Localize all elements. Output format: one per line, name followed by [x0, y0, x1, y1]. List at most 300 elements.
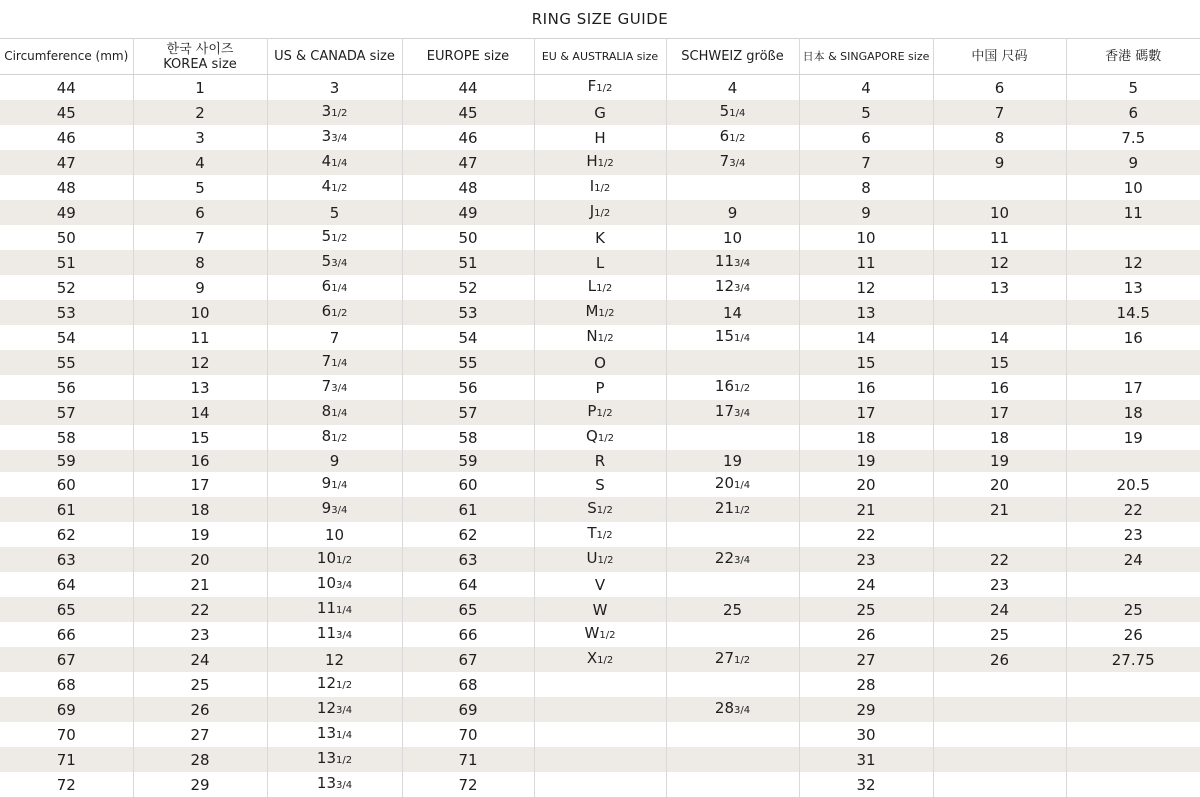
cell-japan-singapore: 30 — [799, 722, 933, 747]
size-fraction: 3/4 — [331, 383, 347, 394]
cell-europe: 67 — [402, 647, 534, 672]
cell-korea: 23 — [133, 622, 267, 647]
size-value: 13 — [317, 774, 336, 792]
column-header-eu-australia: EU & AUSTRALIA size — [534, 39, 666, 75]
column-header-hong-kong: 香港 碼數 — [1066, 39, 1200, 75]
size-fraction: 1/2 — [331, 233, 347, 244]
cell-us-canada — [267, 375, 402, 400]
cell-japan-singapore: 31 — [799, 747, 933, 772]
cell-hong-kong — [1066, 747, 1200, 772]
cell-japan-singapore: 19 — [799, 450, 933, 472]
size-fraction: 1/2 — [597, 505, 613, 516]
cell-schweiz — [666, 150, 799, 175]
size-fraction: 1/4 — [331, 408, 347, 419]
cell-korea: 13 — [133, 375, 267, 400]
cell-europe: 68 — [402, 672, 534, 697]
cell-china: 21 — [933, 497, 1066, 522]
cell-us-canada — [267, 425, 402, 450]
cell-china: 7 — [933, 100, 1066, 125]
table-row — [0, 400, 1200, 425]
cell-europe: 56 — [402, 375, 534, 400]
cell-schweiz — [666, 672, 799, 697]
cell-japan-singapore: 20 — [799, 472, 933, 497]
cell-china — [933, 300, 1066, 325]
size-value: 15 — [715, 327, 734, 345]
cell-hong-kong: 24 — [1066, 547, 1200, 572]
cell-china: 18 — [933, 425, 1066, 450]
cell-japan-singapore: 16 — [799, 375, 933, 400]
cell-circumference: 49 — [0, 200, 133, 225]
cell-japan-singapore: 27 — [799, 647, 933, 672]
cell-us-canada — [267, 275, 402, 300]
table-row — [0, 75, 1200, 101]
column-header-china: 中国 尺码 — [933, 39, 1066, 75]
cell-hong-kong: 9 — [1066, 150, 1200, 175]
cell-us-canada: 10 — [267, 522, 402, 547]
cell-europe: 62 — [402, 522, 534, 547]
table-row — [0, 697, 1200, 722]
cell-hong-kong: 18 — [1066, 400, 1200, 425]
cell-korea: 6 — [133, 200, 267, 225]
cell-hong-kong: 16 — [1066, 325, 1200, 350]
cell-circumference: 46 — [0, 125, 133, 150]
cell-japan-singapore: 13 — [799, 300, 933, 325]
cell-us-canada — [267, 672, 402, 697]
cell-circumference: 66 — [0, 622, 133, 647]
cell-us-canada — [267, 350, 402, 375]
cell-schweiz — [666, 722, 799, 747]
cell-hong-kong: 27.75 — [1066, 647, 1200, 672]
size-fraction: 1/2 — [734, 505, 750, 516]
column-header-japan-singapore: 日本 & SINGAPORE size — [799, 39, 933, 75]
cell-korea: 26 — [133, 697, 267, 722]
cell-circumference: 59 — [0, 450, 133, 472]
size-fraction: 1/4 — [336, 605, 352, 616]
cell-eu-australia: G — [534, 100, 666, 125]
size-fraction: 1/2 — [331, 183, 347, 194]
cell-schweiz: 10 — [666, 225, 799, 250]
size-fraction: 1/2 — [336, 680, 352, 691]
size-fraction: 1/2 — [336, 555, 352, 566]
cell-hong-kong: 7.5 — [1066, 125, 1200, 150]
table-row — [0, 250, 1200, 275]
cell-korea: 16 — [133, 450, 267, 472]
size-value: F — [588, 77, 597, 95]
cell-japan-singapore: 6 — [799, 125, 933, 150]
cell-china — [933, 522, 1066, 547]
size-value: 4 — [322, 177, 332, 195]
size-fraction: 1/2 — [331, 108, 347, 119]
size-fraction: 1/4 — [331, 283, 347, 294]
column-header-korea-line: KOREA size — [134, 57, 267, 72]
cell-circumference: 44 — [0, 75, 133, 101]
cell-us-canada — [267, 300, 402, 325]
column-header-schweiz: SCHWEIZ größe — [666, 39, 799, 75]
table-row — [0, 772, 1200, 797]
size-fraction: 1/2 — [597, 555, 613, 566]
table-row — [0, 747, 1200, 772]
cell-europe: 55 — [402, 350, 534, 375]
cell-japan-singapore: 32 — [799, 772, 933, 797]
cell-circumference: 68 — [0, 672, 133, 697]
cell-korea: 28 — [133, 747, 267, 772]
size-value: 10 — [317, 574, 336, 592]
size-value: 13 — [317, 724, 336, 742]
size-value: 3 — [322, 102, 332, 120]
cell-europe: 70 — [402, 722, 534, 747]
table-row — [0, 325, 1200, 350]
cell-schweiz — [666, 175, 799, 200]
cell-korea: 17 — [133, 472, 267, 497]
table-row — [0, 275, 1200, 300]
size-value: 12 — [317, 674, 336, 692]
cell-korea: 5 — [133, 175, 267, 200]
cell-eu-australia — [534, 300, 666, 325]
size-fraction: 1/2 — [596, 83, 612, 94]
cell-korea: 22 — [133, 597, 267, 622]
cell-china: 15 — [933, 350, 1066, 375]
size-value: 12 — [715, 277, 734, 295]
size-fraction: 3/4 — [729, 158, 745, 169]
size-fraction: 1/2 — [597, 655, 613, 666]
cell-korea: 15 — [133, 425, 267, 450]
size-fraction: 1/4 — [331, 358, 347, 369]
cell-eu-australia — [534, 150, 666, 175]
size-value: 27 — [715, 649, 734, 667]
table-row — [0, 572, 1200, 597]
cell-japan-singapore: 11 — [799, 250, 933, 275]
size-fraction: 1/4 — [331, 158, 347, 169]
table-row — [0, 472, 1200, 497]
cell-schweiz — [666, 547, 799, 572]
table-row — [0, 547, 1200, 572]
cell-japan-singapore: 17 — [799, 400, 933, 425]
cell-us-canada — [267, 250, 402, 275]
cell-schweiz — [666, 375, 799, 400]
cell-schweiz: 4 — [666, 75, 799, 101]
size-fraction: 1/2 — [596, 283, 612, 294]
table-row — [0, 375, 1200, 400]
cell-eu-australia: P — [534, 375, 666, 400]
cell-us-canada — [267, 497, 402, 522]
size-value: 9 — [322, 499, 332, 517]
size-fraction: 1/2 — [598, 158, 614, 169]
size-value: 22 — [715, 549, 734, 567]
cell-circumference: 53 — [0, 300, 133, 325]
cell-china: 25 — [933, 622, 1066, 647]
table-row — [0, 597, 1200, 622]
size-value: Q — [586, 427, 598, 445]
cell-korea: 7 — [133, 225, 267, 250]
cell-us-canada — [267, 697, 402, 722]
cell-europe: 46 — [402, 125, 534, 150]
cell-korea: 14 — [133, 400, 267, 425]
cell-china: 12 — [933, 250, 1066, 275]
cell-eu-australia: R — [534, 450, 666, 472]
size-fraction: 1/2 — [597, 530, 613, 541]
cell-schweiz — [666, 350, 799, 375]
size-value: W — [585, 624, 600, 642]
size-value: 16 — [715, 377, 734, 395]
cell-china: 10 — [933, 200, 1066, 225]
table-row — [0, 522, 1200, 547]
cell-eu-australia — [534, 400, 666, 425]
size-fraction: 3/4 — [734, 555, 750, 566]
size-value: 3 — [322, 127, 332, 145]
cell-europe: 69 — [402, 697, 534, 722]
cell-schweiz — [666, 772, 799, 797]
size-value: L — [588, 277, 596, 295]
cell-hong-kong: 17 — [1066, 375, 1200, 400]
size-fraction: 3/4 — [336, 780, 352, 791]
cell-hong-kong: 13 — [1066, 275, 1200, 300]
table-row — [0, 425, 1200, 450]
size-value: I — [590, 177, 594, 195]
column-header-europe: EUROPE size — [402, 39, 534, 75]
cell-eu-australia: L — [534, 250, 666, 275]
cell-eu-australia — [534, 497, 666, 522]
size-fraction: 1/2 — [336, 755, 352, 766]
size-fraction: 1/4 — [336, 730, 352, 741]
cell-china: 17 — [933, 400, 1066, 425]
cell-eu-australia — [534, 200, 666, 225]
cell-eu-australia — [534, 275, 666, 300]
cell-hong-kong — [1066, 672, 1200, 697]
cell-korea: 20 — [133, 547, 267, 572]
cell-japan-singapore: 14 — [799, 325, 933, 350]
cell-europe: 60 — [402, 472, 534, 497]
cell-europe: 65 — [402, 597, 534, 622]
cell-schweiz: 9 — [666, 200, 799, 225]
cell-europe: 61 — [402, 497, 534, 522]
cell-schweiz — [666, 747, 799, 772]
cell-hong-kong — [1066, 572, 1200, 597]
cell-us-canada — [267, 747, 402, 772]
size-fraction: 3/4 — [336, 630, 352, 641]
size-fraction: 1/2 — [729, 133, 745, 144]
cell-us-canada — [267, 225, 402, 250]
size-value: 6 — [322, 302, 332, 320]
cell-schweiz — [666, 472, 799, 497]
size-fraction: 1/4 — [734, 333, 750, 344]
size-value: 7 — [322, 377, 332, 395]
size-value: 4 — [322, 152, 332, 170]
cell-circumference: 52 — [0, 275, 133, 300]
size-value: 11 — [317, 599, 336, 617]
table-row — [0, 672, 1200, 697]
size-value: N — [586, 327, 597, 345]
cell-hong-kong — [1066, 722, 1200, 747]
cell-schweiz — [666, 425, 799, 450]
size-value: 5 — [720, 102, 730, 120]
cell-schweiz — [666, 497, 799, 522]
cell-circumference: 69 — [0, 697, 133, 722]
cell-china — [933, 175, 1066, 200]
cell-japan-singapore: 23 — [799, 547, 933, 572]
cell-hong-kong — [1066, 225, 1200, 250]
cell-hong-kong: 20.5 — [1066, 472, 1200, 497]
table-header-row — [0, 39, 1200, 75]
cell-china: 23 — [933, 572, 1066, 597]
cell-eu-australia — [534, 75, 666, 101]
cell-japan-singapore: 10 — [799, 225, 933, 250]
cell-us-canada — [267, 722, 402, 747]
cell-eu-australia — [534, 622, 666, 647]
cell-japan-singapore: 4 — [799, 75, 933, 101]
cell-schweiz: 19 — [666, 450, 799, 472]
cell-schweiz: 14 — [666, 300, 799, 325]
size-value: 12 — [317, 699, 336, 717]
cell-circumference: 64 — [0, 572, 133, 597]
cell-eu-australia: O — [534, 350, 666, 375]
cell-europe: 45 — [402, 100, 534, 125]
cell-korea: 27 — [133, 722, 267, 747]
size-value: J — [590, 202, 594, 220]
size-value: 11 — [317, 624, 336, 642]
cell-hong-kong: 12 — [1066, 250, 1200, 275]
cell-europe: 47 — [402, 150, 534, 175]
cell-us-canada — [267, 472, 402, 497]
cell-circumference: 54 — [0, 325, 133, 350]
cell-hong-kong: 23 — [1066, 522, 1200, 547]
cell-circumference: 62 — [0, 522, 133, 547]
cell-hong-kong — [1066, 772, 1200, 797]
size-value: 8 — [322, 427, 332, 445]
cell-hong-kong: 14.5 — [1066, 300, 1200, 325]
cell-china: 16 — [933, 375, 1066, 400]
size-value: 21 — [715, 499, 734, 517]
cell-china: 14 — [933, 325, 1066, 350]
cell-circumference: 50 — [0, 225, 133, 250]
cell-china: 11 — [933, 225, 1066, 250]
cell-hong-kong: 22 — [1066, 497, 1200, 522]
size-fraction: 1/2 — [596, 408, 612, 419]
size-value: 13 — [317, 749, 336, 767]
table-row — [0, 100, 1200, 125]
table-row — [0, 175, 1200, 200]
cell-us-canada — [267, 175, 402, 200]
size-value: 6 — [322, 277, 332, 295]
size-fraction: 1/2 — [594, 183, 610, 194]
size-value: 5 — [322, 252, 332, 270]
cell-europe: 51 — [402, 250, 534, 275]
table-row — [0, 450, 1200, 472]
cell-eu-australia: K — [534, 225, 666, 250]
cell-hong-kong — [1066, 450, 1200, 472]
cell-china — [933, 697, 1066, 722]
cell-europe: 54 — [402, 325, 534, 350]
size-value: 5 — [322, 227, 332, 245]
cell-japan-singapore: 12 — [799, 275, 933, 300]
cell-japan-singapore: 21 — [799, 497, 933, 522]
size-value: M — [585, 302, 598, 320]
size-value: P — [587, 402, 596, 420]
cell-china: 26 — [933, 647, 1066, 672]
cell-japan-singapore: 22 — [799, 522, 933, 547]
cell-hong-kong: 11 — [1066, 200, 1200, 225]
size-value: T — [587, 524, 596, 542]
cell-korea: 19 — [133, 522, 267, 547]
cell-hong-kong: 6 — [1066, 100, 1200, 125]
cell-hong-kong: 25 — [1066, 597, 1200, 622]
cell-korea: 4 — [133, 150, 267, 175]
cell-eu-australia: W — [534, 597, 666, 622]
cell-us-canada: 5 — [267, 200, 402, 225]
size-fraction: 3/4 — [734, 283, 750, 294]
cell-us-canada — [267, 547, 402, 572]
cell-schweiz — [666, 250, 799, 275]
cell-circumference: 47 — [0, 150, 133, 175]
cell-europe: 58 — [402, 425, 534, 450]
cell-circumference: 57 — [0, 400, 133, 425]
size-fraction: 1/2 — [594, 208, 610, 219]
cell-circumference: 72 — [0, 772, 133, 797]
cell-hong-kong — [1066, 350, 1200, 375]
cell-eu-australia — [534, 722, 666, 747]
cell-japan-singapore: 26 — [799, 622, 933, 647]
cell-china — [933, 747, 1066, 772]
cell-schweiz — [666, 125, 799, 150]
cell-china: 6 — [933, 75, 1066, 101]
table-row — [0, 150, 1200, 175]
size-value: X — [587, 649, 597, 667]
size-fraction: 1/4 — [331, 480, 347, 491]
size-fraction: 1/2 — [734, 383, 750, 394]
cell-eu-australia: S — [534, 472, 666, 497]
cell-europe: 53 — [402, 300, 534, 325]
cell-korea: 11 — [133, 325, 267, 350]
table-row — [0, 622, 1200, 647]
cell-schweiz — [666, 697, 799, 722]
size-value: 8 — [322, 402, 332, 420]
cell-korea: 8 — [133, 250, 267, 275]
size-value: 6 — [720, 127, 730, 145]
cell-us-canada — [267, 100, 402, 125]
cell-europe: 48 — [402, 175, 534, 200]
cell-korea: 18 — [133, 497, 267, 522]
cell-japan-singapore: 15 — [799, 350, 933, 375]
cell-korea: 9 — [133, 275, 267, 300]
cell-schweiz — [666, 647, 799, 672]
cell-schweiz — [666, 275, 799, 300]
table-row — [0, 350, 1200, 375]
size-value: 7 — [720, 152, 730, 170]
cell-japan-singapore: 7 — [799, 150, 933, 175]
size-value: 10 — [317, 549, 336, 567]
size-value: 17 — [715, 402, 734, 420]
size-fraction: 3/4 — [331, 258, 347, 269]
cell-hong-kong — [1066, 697, 1200, 722]
cell-eu-australia — [534, 647, 666, 672]
cell-circumference: 55 — [0, 350, 133, 375]
cell-us-canada: 3 — [267, 75, 402, 101]
cell-japan-singapore: 8 — [799, 175, 933, 200]
size-fraction: 3/4 — [734, 408, 750, 419]
size-value: 28 — [715, 699, 734, 717]
size-value: U — [586, 549, 597, 567]
cell-schweiz — [666, 400, 799, 425]
cell-europe: 72 — [402, 772, 534, 797]
cell-us-canada — [267, 125, 402, 150]
size-fraction: 1/2 — [598, 333, 614, 344]
cell-circumference: 71 — [0, 747, 133, 772]
cell-us-canada — [267, 772, 402, 797]
size-fraction: 1/2 — [598, 433, 614, 444]
table-row — [0, 300, 1200, 325]
cell-japan-singapore: 29 — [799, 697, 933, 722]
cell-schweiz — [666, 325, 799, 350]
cell-korea: 2 — [133, 100, 267, 125]
